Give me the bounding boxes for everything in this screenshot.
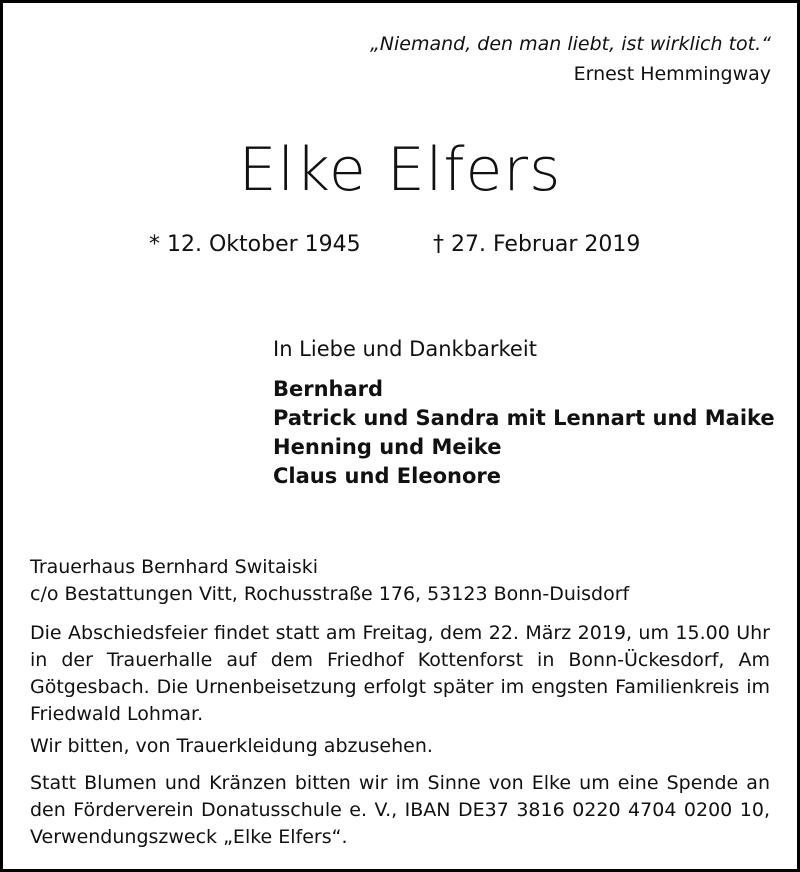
deceased-name: Elke Elfers	[238, 135, 562, 205]
quote-author: Ernest Hemmingway	[573, 63, 771, 85]
mourner-name: Patrick und Sandra mit Lennart und Maike	[273, 406, 775, 430]
dress-code-paragraph: Wir bitten, von Trauerkleidung abzusehen.	[30, 735, 433, 757]
mourner-name: Henning und Meike	[273, 435, 502, 459]
quote-block	[370, 29, 771, 89]
mourner-name: Claus und Eleonore	[273, 464, 501, 488]
mourning-house-address	[30, 554, 629, 608]
mourner-name: Bernhard	[273, 377, 384, 401]
donation-paragraph: Statt Blumen und Kränzen bitten wir im Sinne von Elke um eine Spende an den Förderverein Donatusschule e. V., IBAN DE37 3816 0220 4704 0200 10, Verwendungszweck „Elke Elfers“.	[30, 772, 770, 848]
quote-text: „Niemand, den man liebt, ist wirklich tot.“	[369, 33, 771, 55]
address-line: Trauerhaus Bernhard Switaiski	[30, 556, 319, 578]
mourners-intro: In Liebe und Dankbarkeit	[273, 337, 537, 361]
birth-date: * 12. Oktober 1945	[149, 232, 361, 257]
ceremony-paragraph: Die Abschiedsfeier findet statt am Freitag, dem 22. März 2019, um 15.00 Uhr in der Trauerhalle auf dem Friedhof Kottenforst in Bonn-Ückesdorf, Am Götgesbach. Die Urnenbeisetzung erfolgt später im engsten Familienkreis im Friedwald Lohmar.	[30, 622, 770, 725]
mourners-list	[273, 375, 775, 491]
death-date: † 27. Februar 2019	[433, 232, 641, 257]
address-line: c/o Bestattungen Vitt, Rochusstraße 176, 53123 Bonn-Duisdorf	[30, 583, 630, 605]
